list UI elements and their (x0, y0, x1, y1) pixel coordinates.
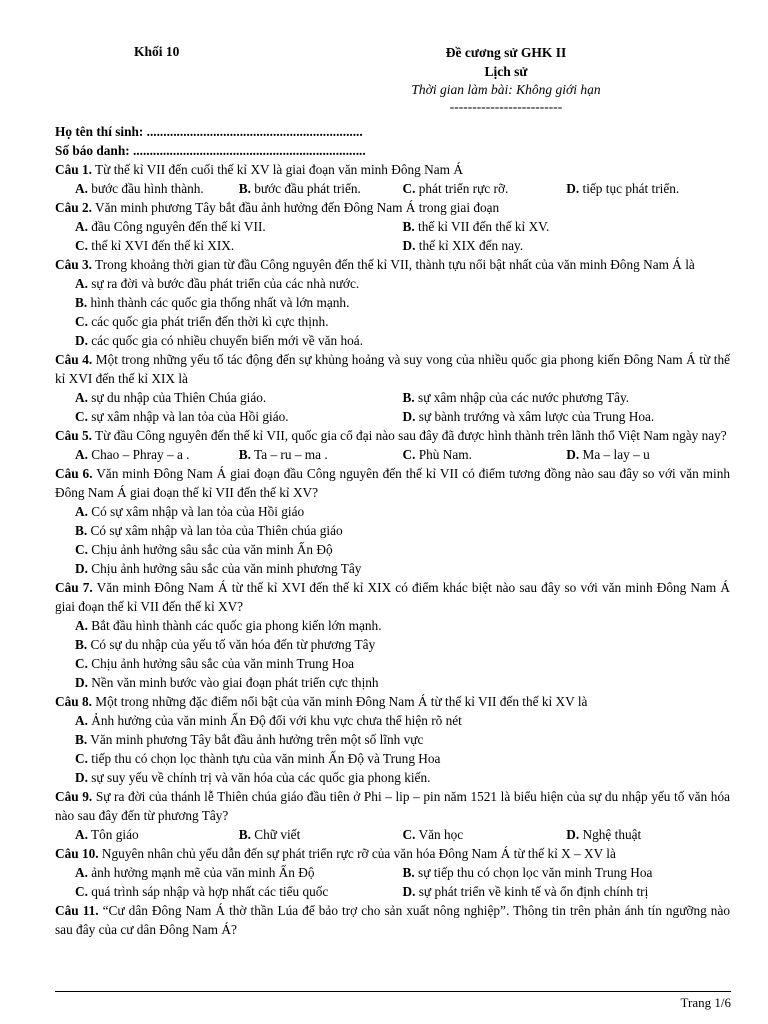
option-text: Chịu ảnh hưởng sâu sắc của văn minh Trung Hoa (87, 656, 355, 671)
option-b[interactable] (55, 521, 730, 540)
question-text: Một trong những đặc điểm nổi bật của văn minh Đông Nam Á từ thế kỉ VII đến thế kỉ XV là (91, 694, 588, 709)
student-id-blank: ...................................................................... (129, 143, 366, 158)
time-limit: Thời gian làm bài: Không giới hạn (411, 82, 601, 97)
student-id-label: Số báo danh: (55, 143, 130, 158)
option-a[interactable] (75, 388, 403, 407)
question-text: Một trong những yếu tố tác động đến sự khủng hoảng và suy vong của nhiều quốc gia phong kiến Đông Nam Á từ thế kỉ XVI đến thế kỉ XIX là (55, 352, 730, 386)
option-letter: C. (75, 542, 88, 557)
option-c[interactable] (55, 540, 730, 559)
option-c[interactable] (55, 749, 730, 768)
question-9 (55, 787, 730, 844)
question-10 (55, 844, 730, 901)
question-text: Văn minh phương Tây bắt đầu ảnh hưởng đến Đông Nam Á trong giai đoạn (91, 200, 500, 215)
option-text: phát triển rực rỡ. (415, 181, 509, 196)
question-number: Câu 6. (55, 466, 93, 481)
option-b[interactable] (403, 217, 731, 236)
option-letter: C. (75, 751, 88, 766)
option-a[interactable] (55, 274, 730, 293)
option-letter: B. (75, 732, 88, 747)
option-a[interactable] (55, 711, 730, 730)
option-text: Chữ viết (250, 827, 301, 842)
option-a[interactable] (55, 616, 730, 635)
question-text: Sự ra đời của thánh lễ Thiên chúa giáo đầu tiên ở Phi – lip – pin năm 1521 là biểu hiện của sự du nhập yếu tố văn hóa nào sau đây đến từ phương Tây? (55, 789, 730, 823)
exam-title: Đề cương sử GHK II (445, 45, 567, 60)
option-text: sự du nhập của Thiên Chúa giáo. (87, 390, 267, 405)
options-row (55, 179, 730, 198)
question-text: Từ thế kỉ VII đến cuối thế kỉ XV là giai đoạn văn minh Đông Nam Á (91, 162, 463, 177)
options-row (55, 863, 730, 882)
question-number: Câu 8. (55, 694, 92, 709)
options-row (55, 217, 730, 236)
option-text: Có sự du nhập của yếu tố văn hóa đến từ phương Tây (87, 637, 376, 652)
option-d[interactable] (403, 407, 731, 426)
question-number: Câu 9. (55, 789, 93, 804)
option-d[interactable] (566, 445, 730, 464)
question-number: Câu 3. (55, 257, 92, 272)
options-row (55, 882, 730, 901)
option-c[interactable] (75, 407, 403, 426)
option-c[interactable] (55, 312, 730, 331)
option-d[interactable] (55, 331, 730, 350)
option-letter: C. (75, 238, 88, 253)
options-row (55, 236, 730, 255)
options-row (55, 825, 730, 844)
option-text: Văn học (415, 827, 464, 842)
option-letter: A. (75, 504, 88, 519)
option-b[interactable] (55, 635, 730, 654)
option-a[interactable] (75, 179, 239, 198)
option-text: sự tiếp thu có chọn lọc văn minh Trung Hoa (414, 865, 653, 880)
option-letter: B. (238, 827, 251, 842)
option-letter: D. (75, 675, 88, 690)
options-row (55, 388, 730, 407)
option-letter: A. (75, 276, 88, 291)
option-a[interactable] (75, 217, 403, 236)
option-text: thế kỉ XVI đến thế kỉ XIX. (87, 238, 235, 253)
question-7 (55, 578, 730, 692)
question-number: Câu 11. (55, 903, 99, 918)
question-number: Câu 4. (55, 352, 93, 367)
option-text: đầu Công nguyên đến thế kỉ VII. (87, 219, 266, 234)
option-text: các quốc gia phát triển đến thời kì cực thịnh. (87, 314, 329, 329)
option-c[interactable] (403, 179, 567, 198)
option-text: Có sự xâm nhập và lan tỏa của Thiên chúa giáo (87, 523, 343, 538)
option-b[interactable] (239, 445, 403, 464)
option-letter: D. (402, 884, 416, 899)
option-letter: B. (402, 219, 415, 234)
option-letter: C. (75, 314, 88, 329)
option-letter: B. (75, 523, 88, 538)
option-c[interactable] (403, 825, 567, 844)
question-5 (55, 426, 730, 464)
option-letter: B. (75, 637, 88, 652)
option-text: bước đầu phát triển. (250, 181, 361, 196)
option-letter: A. (75, 865, 88, 880)
option-text: Chịu ảnh hưởng sâu sắc của văn minh phương Tây (87, 561, 362, 576)
option-letter: D. (402, 238, 416, 253)
option-text: sự phát triển về kinh tế và ổn định chính trị (415, 884, 649, 899)
option-c[interactable] (75, 236, 403, 255)
student-name-line (55, 122, 730, 141)
option-text: hình thành các quốc gia thống nhất và lớn mạnh. (87, 295, 350, 310)
option-letter: B. (402, 865, 415, 880)
option-letter: A. (75, 827, 88, 842)
question-number: Câu 1. (55, 162, 92, 177)
option-d[interactable] (55, 559, 730, 578)
option-text: Tôn giáo (87, 827, 139, 842)
option-text: thế kỉ VII đến thế kỉ XV. (414, 219, 550, 234)
student-id-line (55, 141, 730, 160)
question-text: Từ đầu Công nguyên đến thế kỉ VII, quốc gia cổ đại nào sau đây đã được hình thành trên lãnh thổ Việt Nam ngày nay? (91, 428, 727, 443)
student-name-label: Họ tên thí sinh: (55, 124, 144, 139)
option-text: Nghệ thuật (579, 827, 642, 842)
question-text: “Cư dân Đông Nam Á thờ thần Lúa để bảo trợ cho sản xuất nông nghiệp”. Thông tin trên phản ánh tín ngưỡng nào sau đây của cư dân Đông Nam Á? (55, 903, 730, 937)
option-text: Văn minh phương Tây bắt đầu ảnh hưởng trên một số lĩnh vực (87, 732, 424, 747)
option-letter: D. (402, 409, 416, 424)
question-2 (55, 198, 730, 255)
option-text: Bắt đầu hình thành các quốc gia phong kiến lớn mạnh. (87, 618, 382, 633)
option-letter: A. (75, 390, 88, 405)
option-b[interactable] (403, 388, 731, 407)
option-b[interactable] (239, 179, 403, 198)
header-separator: ------------------------- (449, 98, 563, 114)
option-b[interactable] (55, 293, 730, 312)
option-letter: C. (402, 827, 416, 842)
option-a[interactable] (75, 863, 403, 882)
option-b[interactable] (239, 825, 403, 844)
question-number: Câu 10. (55, 846, 99, 861)
option-d[interactable] (55, 768, 730, 787)
option-b[interactable] (403, 863, 731, 882)
option-letter: A. (75, 181, 88, 196)
option-letter: A. (75, 618, 88, 633)
option-text: thế kỉ XIX đến nay. (415, 238, 524, 253)
option-letter: D. (566, 827, 580, 842)
option-letter: B. (75, 295, 88, 310)
exam-content (55, 122, 730, 939)
option-text: Nền văn minh bước vào giai đoạn phát triển cực thịnh (87, 675, 379, 690)
option-text: Chịu ảnh hưởng sâu sắc của văn minh Ấn Độ (87, 542, 333, 557)
option-letter: D. (75, 770, 88, 785)
option-text: Ảnh hưởng của văn minh Ấn Độ đối với khu vực chưa thể hiện rõ nét (87, 713, 462, 728)
option-text: Phù Nam. (415, 447, 472, 462)
question-3 (55, 255, 730, 350)
option-text: ảnh hưởng mạnh mẽ của văn minh Ấn Độ (87, 865, 315, 880)
option-letter: B. (238, 447, 251, 462)
option-letter: C. (75, 409, 88, 424)
option-letter: B. (238, 181, 251, 196)
option-text: sự xâm nhập của các nước phương Tây. (414, 390, 630, 405)
option-text: tiếp tục phát triển. (579, 181, 680, 196)
option-text: tiếp thu có chọn lọc thành tựu của văn minh Ấn Độ và Trung Hoa (87, 751, 441, 766)
question-text: Trong khoảng thời gian từ đầu Công nguyên đến thế kỉ VII, thành tựu nổi bật nhất của văn minh Đông Nam Á là (91, 257, 695, 272)
document-header (0, 44, 768, 122)
option-text: Có sự xâm nhập và lan tỏa của Hồi giáo (87, 504, 305, 519)
question-text: Văn minh Đông Nam Á giai đoạn đầu Công nguyên đến thế kỉ VII có điểm tương đồng nào sau đây so với văn minh Đông Nam Á giai đoạn thế kỉ VII đến thế kỉ XV? (55, 466, 731, 500)
question-number: Câu 7. (55, 580, 93, 595)
option-c[interactable] (75, 882, 403, 901)
option-d[interactable] (566, 179, 730, 198)
option-letter: C. (75, 884, 88, 899)
option-c[interactable] (55, 654, 730, 673)
header-title-block (395, 44, 617, 114)
student-name-blank: ................................................................. (143, 124, 363, 139)
question-1 (55, 160, 730, 198)
question-4 (55, 350, 730, 426)
option-text: Ta – ru – ma . (250, 447, 328, 462)
option-text: Ma – lay – u (579, 447, 650, 462)
option-text: quá trình sáp nhập và hợp nhất các tiểu quốc (87, 884, 329, 899)
option-letter: A. (75, 447, 88, 462)
option-text: sự suy yếu về chính trị và văn hóa của các quốc gia phong kiến. (87, 770, 431, 785)
option-letter: C. (402, 447, 416, 462)
option-a[interactable] (55, 502, 730, 521)
option-letter: B. (402, 390, 415, 405)
option-text: các quốc gia có nhiều chuyển biến mới về văn hoá. (87, 333, 364, 348)
option-letter: D. (566, 181, 580, 196)
option-letter: C. (75, 656, 88, 671)
option-text: bước đầu hình thành. (87, 181, 204, 196)
options-row (55, 445, 730, 464)
question-6 (55, 464, 730, 578)
question-8 (55, 692, 730, 787)
option-d[interactable] (566, 825, 730, 844)
footer-divider (55, 991, 731, 992)
option-text: sự xâm nhập và lan tỏa của Hồi giáo. (87, 409, 289, 424)
question-number: Câu 5. (55, 428, 92, 443)
options-row (55, 407, 730, 426)
option-a[interactable] (75, 445, 239, 464)
option-d[interactable] (403, 236, 731, 255)
option-d[interactable] (403, 882, 731, 901)
option-a[interactable] (75, 825, 239, 844)
question-number: Câu 2. (55, 200, 92, 215)
option-text: sự bành trướng và xâm lược của Trung Hoa. (415, 409, 655, 424)
option-text: Chao – Phray – a . (87, 447, 190, 462)
option-letter: C. (402, 181, 416, 196)
question-text: Nguyên nhân chủ yếu dẫn đến sự phát triển rực rỡ của văn hóa Đông Nam Á từ thế kỉ X – XV là (98, 846, 616, 861)
option-c[interactable] (403, 445, 567, 464)
question-text: Văn minh Đông Nam Á từ thế kỉ XVI đến thế kỉ XIX có điểm khác biệt nào sau đây so với văn minh Đông Nam Á giai đoạn thế kỉ VII đến thế kỉ XV? (55, 580, 730, 614)
page-number: Trang 1/6 (680, 995, 731, 1010)
option-letter: A. (75, 219, 88, 234)
question-11 (55, 901, 730, 939)
option-letter: D. (75, 561, 88, 576)
subject-label: Lịch sử (484, 63, 528, 79)
option-letter: D. (75, 333, 88, 348)
option-letter: D. (566, 447, 580, 462)
option-text: sự ra đời và bước đầu phát triển của các nhà nước. (87, 276, 360, 291)
grade-label: Khối 10 (134, 44, 180, 59)
option-letter: A. (75, 713, 88, 728)
option-b[interactable] (55, 730, 730, 749)
option-d[interactable] (55, 673, 730, 692)
